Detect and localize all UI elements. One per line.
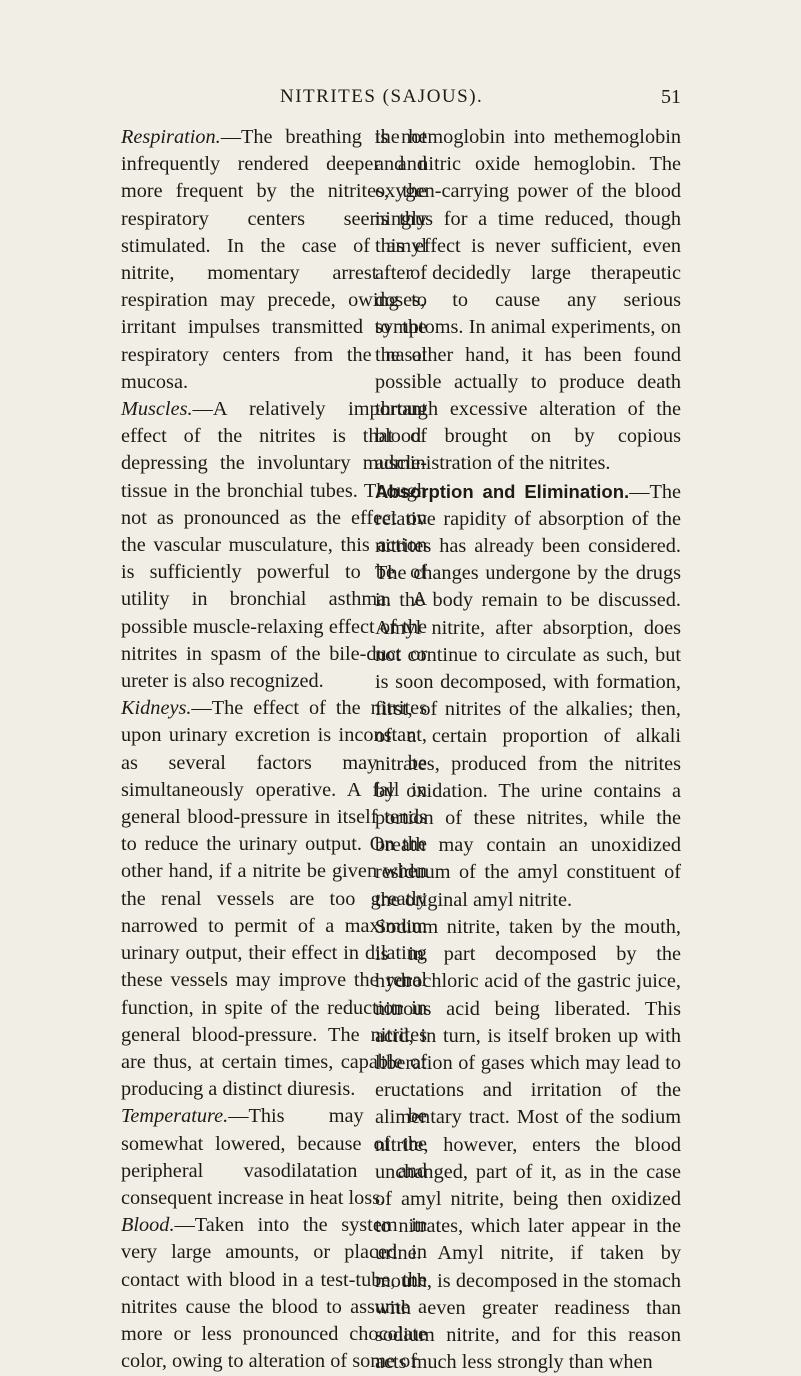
section-heading: Absorption and Elimination.: [375, 480, 630, 502]
paragraph-sodium-nitrite: [375, 914, 681, 1376]
paragraph-text: —The relative rapidity of absorption of the nitrites has already been considered. The changes undergone by the drugs in the body remain to be discussed. Amyl nitrite, after absorption, does not continue to circulate as such, but is soon decomposed, with formation, first, of nitrites of the alkalies; then, of a certain proportion of alkali nitrates, produced from the nitrites by oxidation. The urine contains a portion of these nitrites, while the breath may contain an unoxidized residuum of the amyl constituent of the original amyl nitrite.: [375, 480, 681, 911]
paragraph-text: —A relatively important effect of the nitrites is that of depressing the involuntary muscle-tissue in the bronchial tubes. Though not as pronounced as the effect on the vascular musculature, this action is sufficiently powerful to be of utility in bronchial asthma. A possible muscle-relaxing effect of the nitrites in spasm of the bile-duct or ureter is also recognized.: [121, 398, 427, 693]
section-heading: Muscles.: [121, 398, 193, 421]
section-heading: Temperature.: [121, 1105, 229, 1128]
paragraph-text: —This may be somewhat lowered, because of the peripheral vasodilatation and consequent increase in heat loss.: [121, 1105, 427, 1209]
section-heading: Respiration.: [121, 126, 221, 148]
paragraph-absorption: [375, 478, 681, 914]
section-heading: Kidneys.: [121, 697, 192, 720]
section-heading: Blood.: [121, 1214, 175, 1237]
paragraph-text: —The effect of the nitrites upon urinary excretion is inconstant, as several factors may be simultaneously operative. A fall in general blood-pressure in itself tends to reduce the urinary output. On the other hand, if a nitrite be given when the renal vessels are too greatly narrowed to permit of a maximum urinary output, their effect in dilating these vessels may improve the renal function, in spite of the reduction in general blood-pressure. The nitrites are thus, at certain times, capable of producing a distinct diuresis.: [121, 697, 427, 1101]
page-header: [0, 86, 801, 116]
paragraph-text: —Taken into the system in very large amounts, or placed in contact with blood in a test-tube, the nitrites cause the blood to assume a more or less pronounced chocolate color, owing to alteration of some of: [121, 1214, 427, 1373]
running-head: NITRITES (SAJOUS).: [280, 86, 484, 107]
paragraph-text: Sodium nitrite, taken by the mouth, is in part decomposed by the hydrochloric acid of the gastric juice, nitrous acid being liberated. This acid, in turn, is itself broken up with liberation of gases which may lead to eructations and irritation of the alimentary tract. Most of the sodium nitrite, however, enters the blood unchanged, part of it, as in the case of amyl nitrite, being then oxidized to nitrates, which later appear in the urine. Amyl nitrite, if taken by mouth, is decomposed in the stomach with even greater readiness than sodium nitrite, and for this reason acts much less strongly than when: [375, 915, 681, 1374]
paragraph-text: the hemoglobin into methemoglobin and nitric oxide hemoglobin. The oxygen-carrying power of the blood is thus for a time reduced, though this effect is never sufficient, even after decidedly large therapeutic doses, to cause any serious symptoms. In animal experiments, on the other hand, it has been found possible actually to produce death through excessive alteration of the blood brought on by copious administration of the nitrites.: [375, 126, 681, 475]
paragraph-text: —The breathing is not infrequently rendered deeper and more frequent by the nitrites, the respiratory centers seemingly stimulated. In the case of amyl nitrite, momentary arrest of respiration may precede, owing to irritant impulses transmitted to the respiratory centers from the nasal mucosa.: [121, 126, 427, 393]
page-number: 51: [661, 86, 681, 108]
right-column: [375, 124, 681, 1376]
paragraph-continuation: [375, 124, 681, 478]
